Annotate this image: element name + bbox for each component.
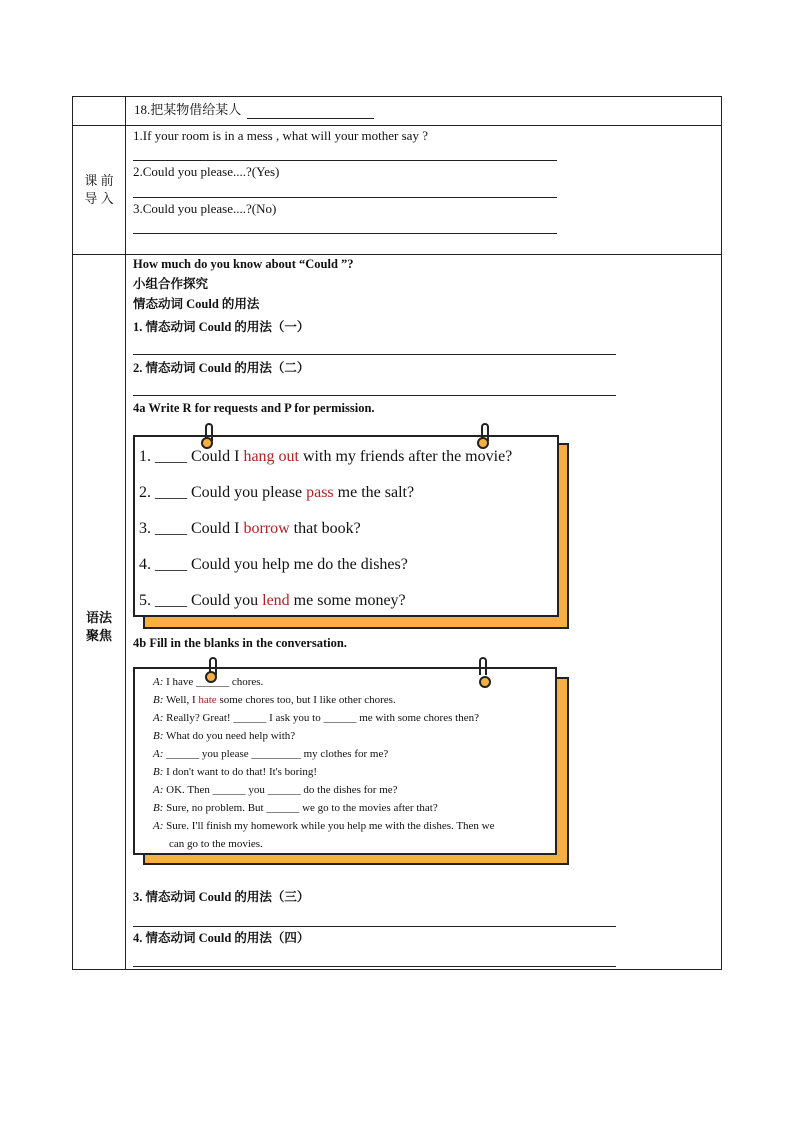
dialogue-line: B: Sure, no problem. But ______ we go to the movies after that? (153, 802, 438, 814)
exercise-4a-item: 4. ____ Could you help me do the dishes? (139, 556, 408, 573)
answer-line (133, 354, 616, 355)
column-divider (125, 97, 126, 969)
preview-q2: 2.Could you please....?(Yes) (133, 164, 280, 179)
usage-3: 3. 情态动词 Could 的用法（三） (133, 890, 310, 904)
usage-1: 1. 情态动词 Could 的用法（一） (133, 320, 310, 334)
answer-line (133, 395, 616, 396)
answer-line (133, 197, 557, 198)
preview-label-line2: 导 入 (84, 191, 114, 206)
dialogue-line: B: What do you need help with? (153, 730, 296, 742)
row-divider (73, 125, 721, 126)
dialogue-line: A: Sure. I'll finish my homework while you help me with the dishes. Then we (153, 820, 495, 832)
exercise-4b-card (133, 657, 573, 867)
dialogue-line: can go to the movies. (169, 838, 263, 850)
answer-line (133, 233, 557, 234)
grammar-label-line2: 聚焦 (85, 628, 112, 643)
dialogue-line: A: OK. Then ______ you ______ do the dishes for me? (153, 784, 398, 796)
dialogue-line: B: Well, I hate some chores too, but I like other chores. (153, 694, 396, 706)
exercise-4a-card (133, 421, 573, 631)
worksheet-table (72, 96, 722, 970)
answer-line (133, 160, 557, 161)
answer-line (247, 118, 374, 119)
preview-label-line1: 课 前 (84, 173, 114, 188)
hook-icon (479, 657, 487, 675)
exercise-4a-item: 2. ____ Could you please pass me the salt? (139, 484, 415, 501)
ring-icon (479, 676, 491, 688)
grammar-heading: How much do you know about “Could ”? (133, 257, 354, 271)
row0-text: 18.把某物借给某人 (134, 102, 242, 117)
answer-line (133, 966, 616, 967)
exercise-4a-item: 3. ____ Could I borrow that book? (139, 520, 361, 537)
group-work-title: 小组合作探究 (133, 277, 209, 291)
usage-4: 4. 情态动词 Could 的用法（四） (133, 931, 310, 945)
dialogue-line: A: Really? Great! ______ I ask you to ______ me with some chores then? (153, 712, 479, 724)
grammar-label-line1: 语法 (85, 610, 112, 625)
dialogue-line: A: ______ you please _________ my clothes for me? (153, 748, 389, 760)
answer-line (133, 926, 616, 927)
row-divider (73, 254, 721, 255)
task-4a-title: 4a Write R for requests and P for permission. (133, 401, 375, 415)
preview-q1: 1.If your room is in a mess , what will your mother say ? (133, 128, 428, 143)
grammar-label (73, 609, 125, 645)
usage-2: 2. 情态动词 Could 的用法（二） (133, 361, 310, 375)
dialogue-line: A: I have ______ chores. (153, 676, 264, 688)
usage-title: 情态动词 Could 的用法 (133, 297, 260, 311)
preview-label (73, 172, 125, 208)
dialogue-line: B: I don't want to do that! It's boring! (153, 766, 318, 778)
task-4b-title: 4b Fill in the blanks in the conversation. (133, 636, 347, 650)
exercise-4a-item: 1. ____ Could I hang out with my friends after the movie? (139, 448, 513, 465)
preview-q3: 3.Could you please....?(No) (133, 201, 277, 216)
exercise-4a-item: 5. ____ Could you lend me some money? (139, 592, 406, 609)
